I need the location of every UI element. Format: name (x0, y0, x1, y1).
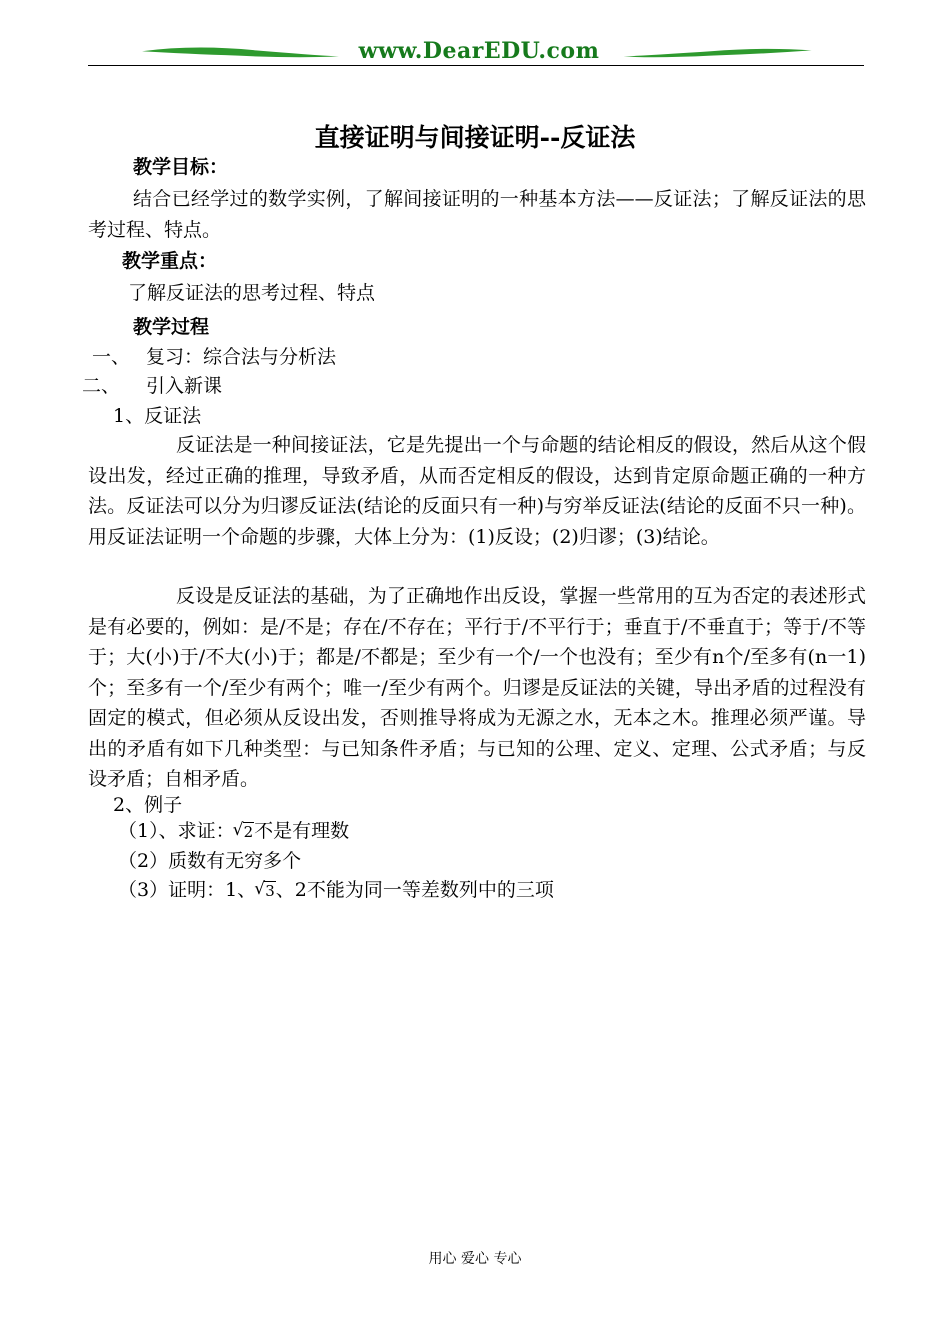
header-rule (88, 65, 864, 66)
example-1 (118, 816, 349, 847)
paragraph-proof-by-contradiction: 反证法是一种间接证法，它是先提出一个与命题的结论相反的假设，然后从这个假设出发，经过正确的推理，导致矛盾，从而否定相反的假设，达到肯定原命题正确的一种方法。反证法可以分为归谬反证法(结论的反面只有一种)与穷举反证法(结论的反面不只一种)。用反证法证明一个命题的步骤，大体上分为：(1)反设；(2)归谬；(3)结论。 (88, 434, 866, 548)
key-heading: 教学重点： (122, 250, 218, 272)
step2-number: 二、 (82, 375, 121, 397)
example-3-prefix: （3）证明：1、 (118, 879, 257, 901)
goal-text: 结合已经学过的数学实例，了解间接证明的一种基本方法——反证法；了解反证法的思考过程、特点。 (88, 188, 866, 241)
subsection-1: 1、反证法 (113, 405, 202, 427)
example-1-suffix: 不是有理数 (254, 820, 350, 842)
step1-text: 复习：综合法与分析法 (146, 346, 337, 368)
example-3 (118, 875, 554, 906)
process-heading: 教学过程 (133, 316, 210, 338)
site-logo: www.DearEDU.com (358, 38, 600, 64)
sqrt-symbol (256, 876, 276, 906)
document-title: 直接证明与间接证明--反证法 (314, 123, 636, 152)
example-2: （2）质数有无穷多个 (118, 850, 302, 872)
step1-number: 一、 (92, 346, 131, 368)
paragraph-negation-forms: 反设是反证法的基础，为了正确地作出反设，掌握一些常用的互为否定的表述形式是有必要的，例如：是/不是；存在/不存在；平行于/不平行于；垂直于/不垂直于；等于/不等于；大(小)于/不大(小)于；都是/不都是；至少有一个/一个也没有；至少有n个/至多有(n一1)个；至多有一个/至少有两个；唯一/至少有两个。归谬是反证法的关键，导出矛盾的过程没有固定的模式，但必须从反设出发，否则推导将成为无源之水，无本之木。推理必须严谨。导出的矛盾有如下几种类型：与已知条件矛盾；与已知的公理、定义、定理、公式矛盾；与反设矛盾；自相矛盾。 (88, 585, 866, 790)
step2-text: 引入新课 (146, 375, 223, 397)
sqrt-symbol (235, 817, 255, 847)
page-footer: 用心 爱心 专心 (428, 1251, 522, 1267)
example-1-prefix: （1）、求证： (118, 820, 235, 842)
sqrt-radicand: 3 (265, 882, 275, 900)
page-header (88, 36, 864, 70)
goal-heading: 教学目标： (133, 156, 229, 178)
key-text: 了解反证法的思考过程、特点 (128, 282, 376, 304)
example-3-suffix: 、2不能为同一等差数列中的三项 (275, 879, 554, 901)
subsection-2: 2、例子 (113, 794, 183, 816)
sqrt-radicand: 2 (243, 823, 254, 841)
left-leaf-decoration-icon (128, 46, 353, 60)
right-leaf-decoration-icon (610, 46, 825, 60)
